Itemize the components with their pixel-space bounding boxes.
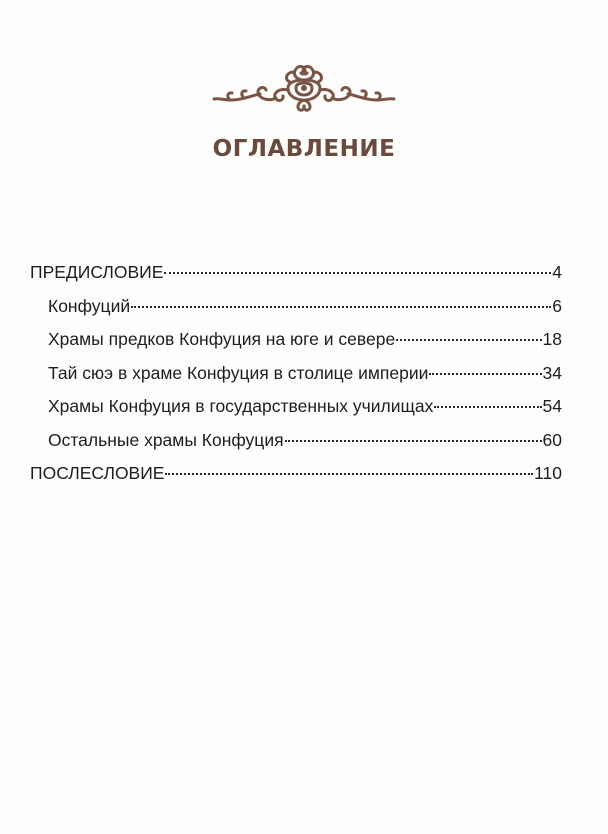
toc-dot-leader [131, 306, 551, 308]
toc-entry-title: Тай сюэ в храме Конфуция в столице империи [48, 362, 429, 383]
toc-dot-leader [285, 440, 542, 442]
toc-entry-title: Храмы Конфуция в государственных училищах [48, 396, 434, 416]
toc-dot-leader [396, 339, 541, 341]
toc-entry-title: Конфуций [48, 295, 131, 316]
toc-entry-title: ПОСЛЕСЛОВИЕ [30, 463, 165, 483]
toc-entry-page: 54 [542, 396, 562, 416]
table-of-contents [30, 258, 562, 493]
toc-dot-leader [164, 272, 551, 274]
toc-entry-confucius [30, 292, 562, 326]
cloud-scroll-ornament [212, 58, 396, 114]
contents-heading: ОГЛАВЛЕНИЕ [212, 136, 396, 162]
toc-entry-title: Храмы предков Конфуция на юге и севере [48, 329, 396, 349]
toc-dot-leader [165, 473, 533, 475]
toc-dot-leader [429, 373, 541, 375]
toc-entry-ancestral-temples [30, 325, 562, 359]
toc-entry-page: 18 [542, 329, 562, 349]
toc-entry-page: 60 [542, 429, 562, 450]
toc-entry-page: 34 [542, 362, 562, 383]
toc-entry-tai-xue [30, 359, 562, 393]
toc-entry-state-schools [30, 392, 562, 426]
toc-entry-foreword [30, 258, 562, 292]
toc-entry-page: 110 [534, 463, 562, 483]
toc-entry-afterword [30, 459, 562, 493]
toc-entry-page: 4 [552, 262, 562, 282]
toc-entry-page: 6 [552, 295, 562, 316]
toc-entry-other-temples [30, 426, 562, 460]
toc-entry-title: ПРЕДИСЛОВИЕ [30, 262, 164, 282]
toc-dot-leader [434, 406, 541, 408]
toc-entry-title: Остальные храмы Конфуция [48, 429, 284, 450]
